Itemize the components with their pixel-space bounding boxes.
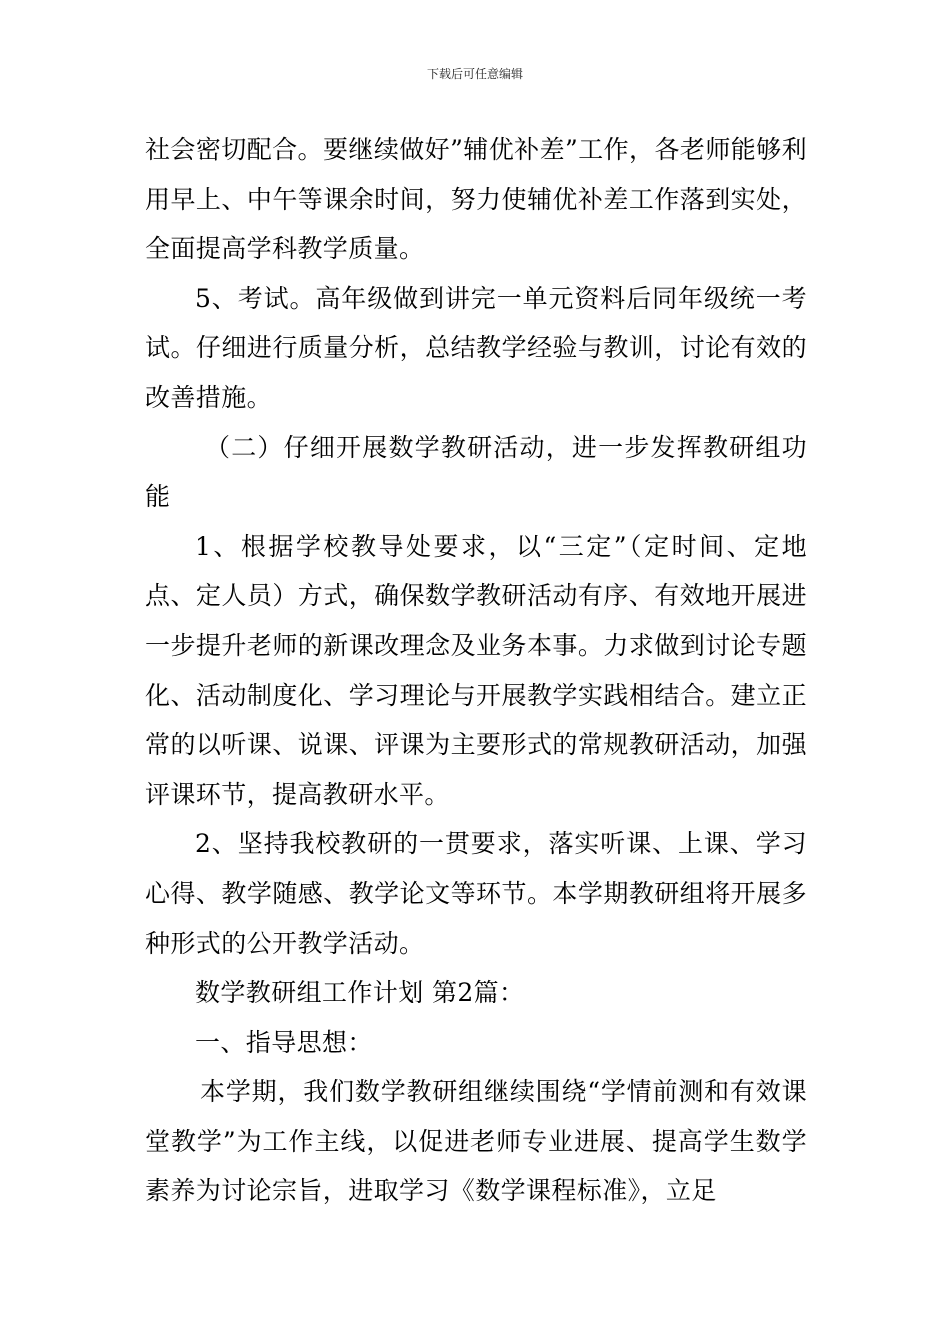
page-header: 下载后可任意编辑 bbox=[426, 67, 523, 81]
paragraph-exam: 5、考试。高年级做到讲完一单元资料后同年级统一考试。仔细进行质量分析，总结教学经验与教训，讨论有效的改善措施。 bbox=[145, 283, 807, 412]
paragraph-continuation: 社会密切配合。要继续做好”辅优补差”工作，各老师能够利用早上、中午等课余时间，努力使辅优补差工作落到实处，全面提高学科教学质量。 bbox=[145, 135, 807, 264]
document-body bbox=[145, 125, 807, 1216]
plan-title: 数学教研组工作计划 第2篇： bbox=[195, 978, 525, 1008]
paragraph-guiding: 本学期，我们数学教研组继续围绕“学情前测和有效课堂教学”为工作主线，以促进老师专业进展、提高学生数学素养为讨论宗旨，进取学习《数学课程标准》，立足 bbox=[145, 1077, 807, 1206]
section-heading-guiding: 一、指导思想： bbox=[195, 1027, 373, 1057]
paragraph-item-1: 1、根据学校教导处要求，以“三定”（定时间、定地点、定人员）方式，确保数学教研活动有序、有效地开展进一步提升老师的新课改理念及业务本事。力求做到讨论专题化、活动制度化、学习理论与开展教学实践相结合。建立正常的以听课、说课、评课为主要形式的常规教研活动，加强评课环节，提高教研水平。 bbox=[145, 531, 807, 809]
paragraph-item-2: 2、坚持我校教研的一贯要求，落实听课、上课、学习心得、教学随感、教学论文等环节。本学期教研组将开展多种形式的公开教学活动。 bbox=[145, 829, 807, 958]
section-heading-research: （二）仔细开展数学教研活动，进一步发挥教研组功能 bbox=[145, 432, 807, 512]
